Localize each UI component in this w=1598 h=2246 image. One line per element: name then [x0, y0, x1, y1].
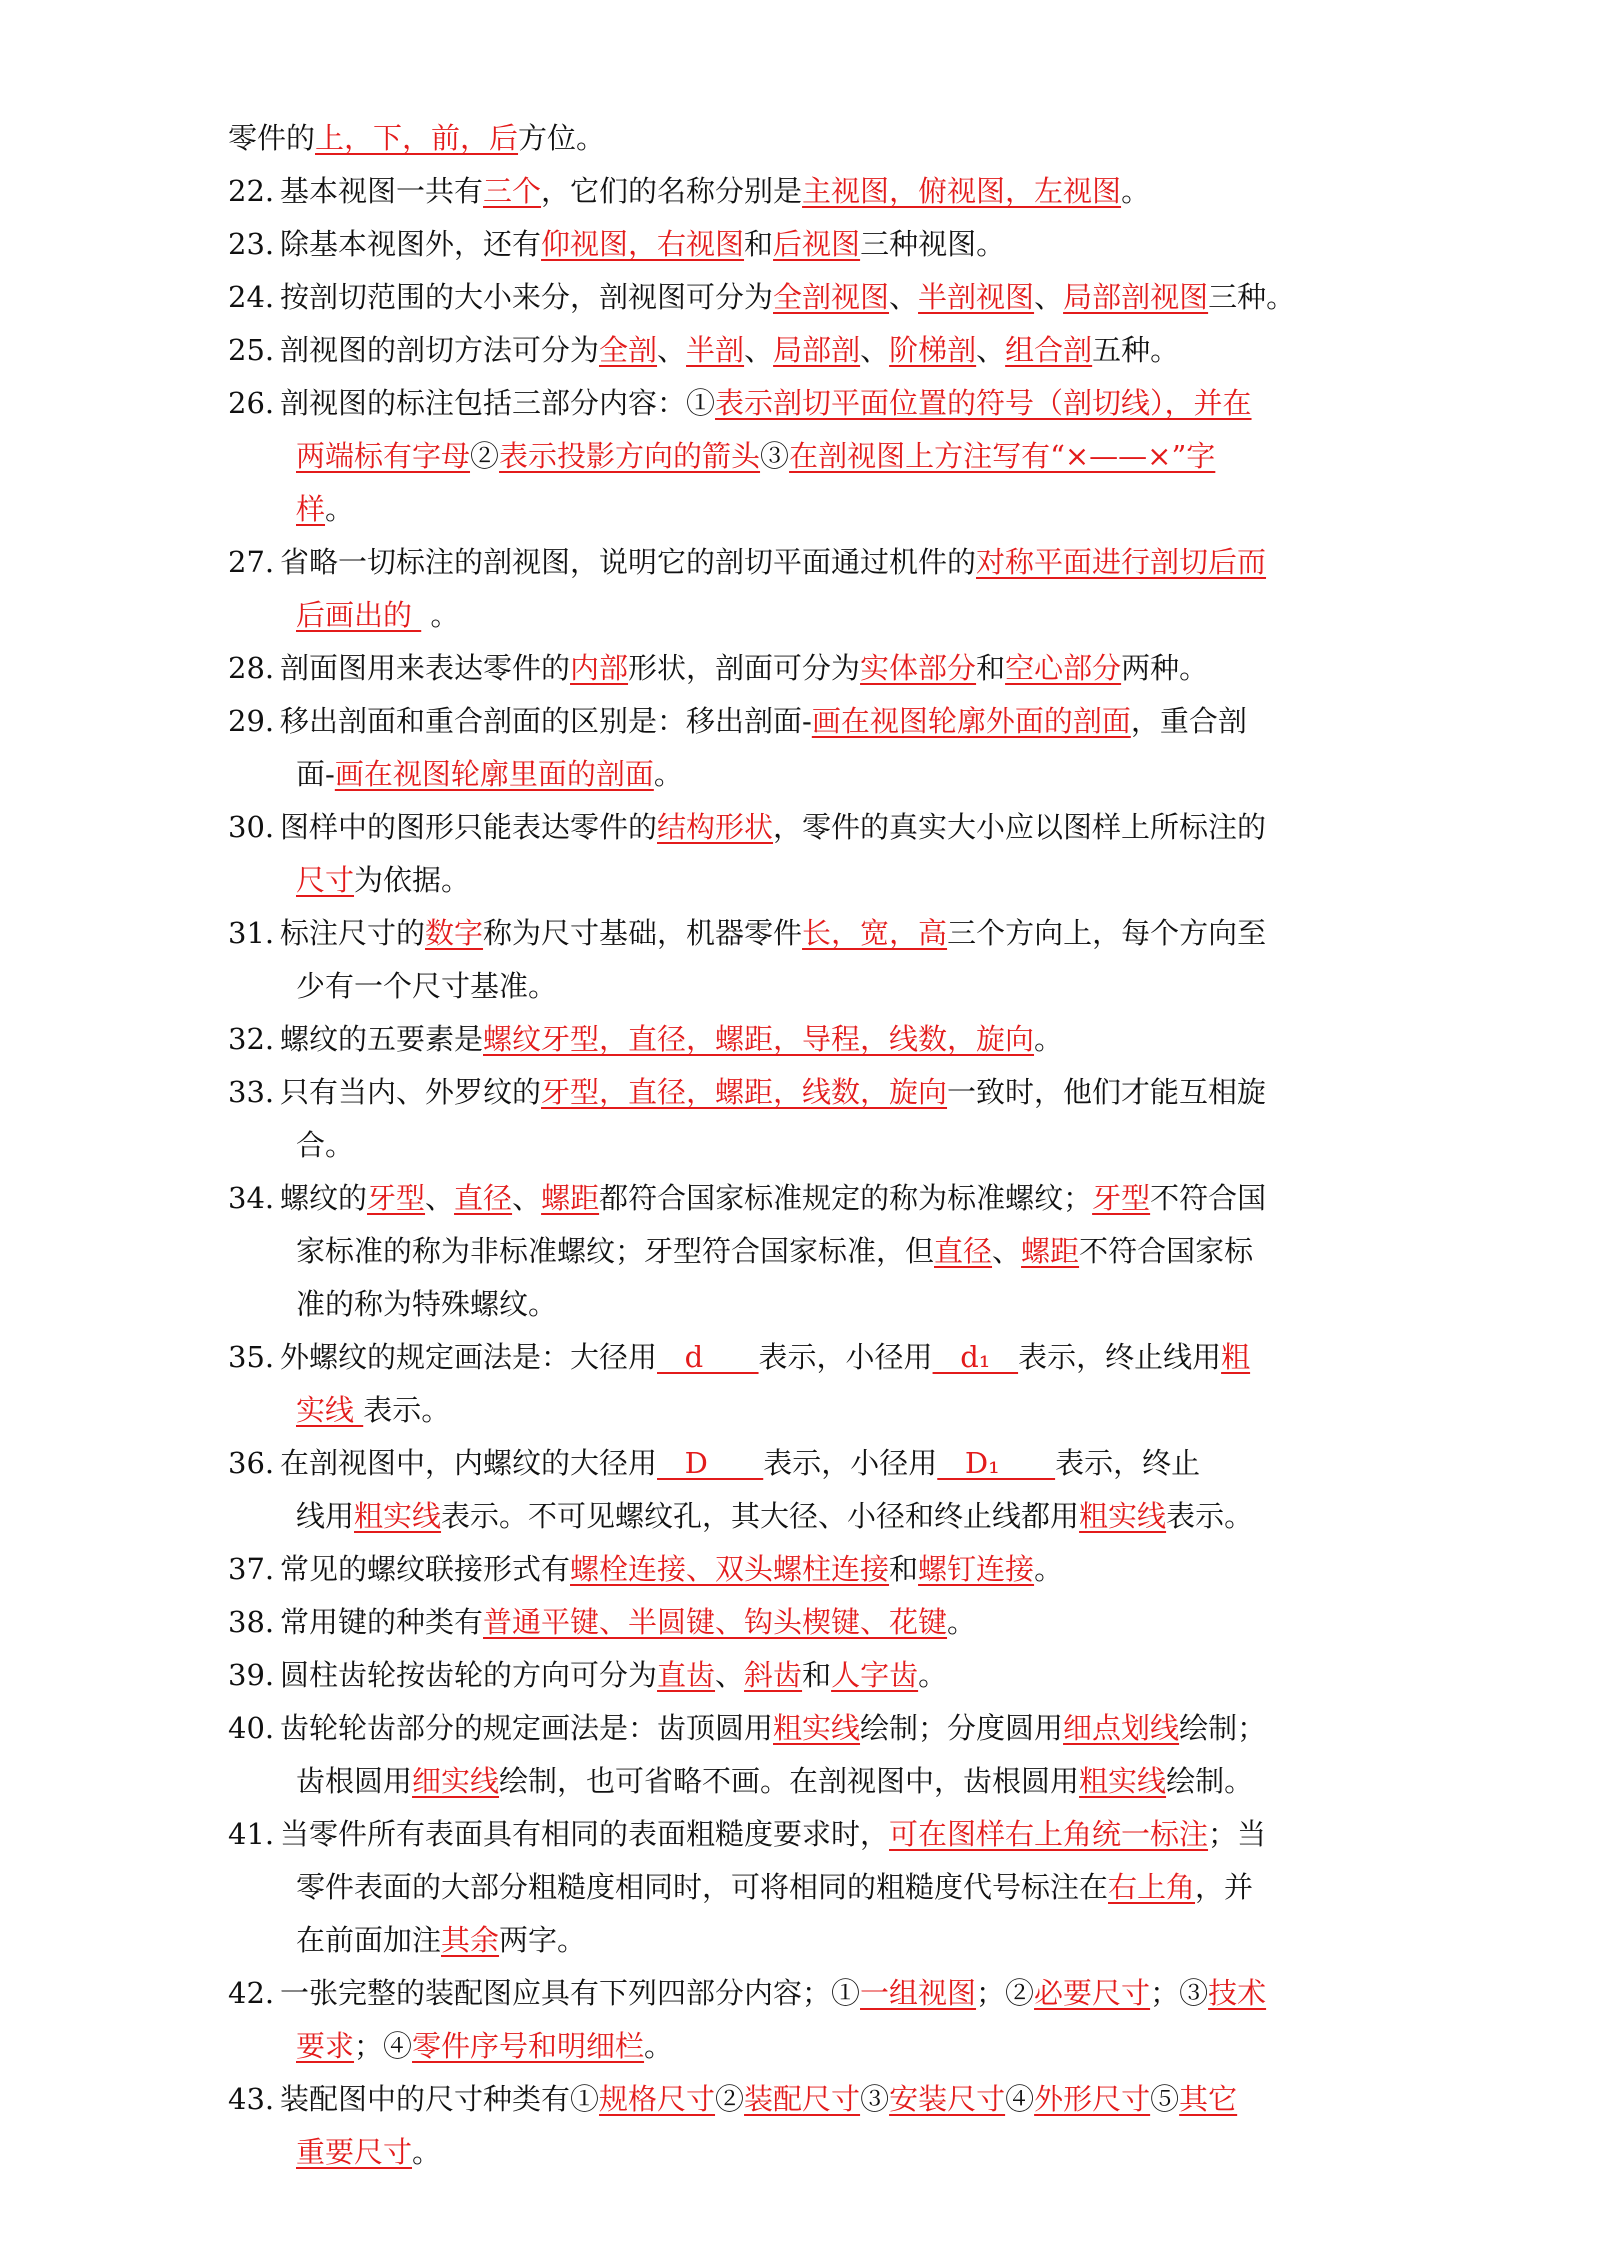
question-text: 装配图中的尺寸种类有①: [280, 2082, 600, 2116]
item-number: 37.: [228, 1552, 275, 1586]
question-text: 绘制，也可省略不画。在剖视图中，齿根圆用: [499, 1764, 1080, 1798]
question-text: 表示。: [1166, 1499, 1254, 1533]
answer-text: 外形尺寸: [1034, 2082, 1151, 2116]
line-text: [280, 1549, 1063, 1589]
answer-text: 两端标有字母: [296, 439, 471, 473]
answer-text: 半剖: [686, 333, 745, 367]
line-text: [296, 595, 459, 635]
answer-text: 牙型: [367, 1181, 426, 1215]
question-text: 螺纹的: [280, 1181, 368, 1215]
question-text: 螺纹的五要素是: [280, 1022, 484, 1056]
item-number: 42.: [228, 1976, 275, 2010]
question-text: ③: [860, 2082, 890, 2116]
item-number: 31.: [228, 916, 275, 950]
item-number: 25.: [228, 333, 275, 367]
question-text: 常用键的种类有: [280, 1605, 484, 1639]
line-text: [280, 277, 1295, 317]
question-text: 三种。: [1208, 280, 1296, 314]
question-text: 。: [918, 1658, 948, 1692]
question-text: 不符合国: [1150, 1181, 1267, 1215]
answer-text: 粗: [1221, 1340, 1251, 1374]
answer-text: 三个: [483, 174, 542, 208]
item-number: 28.: [228, 651, 275, 685]
question-text: 。: [1034, 1022, 1064, 1056]
answer-text: 右上角: [1108, 1870, 1196, 1904]
answer-text: 组合剖: [1005, 333, 1093, 367]
answer-text: 一组视图: [860, 1976, 977, 2010]
item-number: 32.: [228, 1022, 275, 1056]
question-text: 和: [802, 1658, 832, 1692]
answer-text: d₁: [932, 1340, 1019, 1374]
line-text: [296, 860, 470, 900]
question-text: 表示，终止线用: [1018, 1340, 1222, 1374]
question-text: 绘制；: [1179, 1711, 1267, 1745]
answer-text: 画在视图轮廓里面的剖面: [334, 757, 654, 791]
question-text: 表示。不可见螺纹孔，其大径、小径和终止线都用: [441, 1499, 1080, 1533]
answer-text: 尺寸: [296, 863, 355, 897]
line-text: [280, 224, 1005, 264]
line-text: [296, 1761, 1253, 1801]
item-number: 39.: [228, 1658, 275, 1692]
question-text: 省略一切标注的剖视图，说明它的剖切平面通过机件的: [280, 545, 977, 579]
answer-text: 后画出的: [296, 598, 422, 632]
line-text: [296, 1231, 1253, 1271]
question-text: ；④: [354, 2029, 413, 2063]
question-text: 、: [889, 280, 919, 314]
answer-text: 粗实线: [354, 1499, 442, 1533]
answer-text: 斜齿: [744, 1658, 803, 1692]
question-text: ；②: [976, 1976, 1035, 2010]
question-text: 。: [412, 2135, 442, 2169]
answer-text: 技术: [1208, 1976, 1267, 2010]
line-text: [280, 330, 1179, 370]
line-text: [296, 1867, 1253, 1907]
question-text: 在剖视图中，内螺纹的大径用: [280, 1446, 658, 1480]
answer-text: 阶梯剖: [889, 333, 977, 367]
question-text: ⑤: [1150, 2082, 1180, 2116]
line-text: [280, 807, 1266, 847]
question-text: 标注尺寸的: [280, 916, 426, 950]
item-number: 29.: [228, 704, 275, 738]
answer-text: 上，下，前，后: [315, 121, 519, 155]
question-text: 基本视图一共有: [280, 174, 484, 208]
answer-text: 表示剖切平面位置的符号（剖切线），并在: [715, 386, 1252, 420]
line-text: [280, 701, 1247, 741]
question-text: 方位。: [518, 121, 606, 155]
question-text: 面-: [296, 757, 335, 791]
question-text: ②: [470, 439, 500, 473]
line-text: [280, 1973, 1266, 2013]
line-text: [296, 1125, 354, 1165]
question-text: 线用: [296, 1499, 355, 1533]
question-text: 零件表面的大部分粗糙度相同时，可将相同的粗糙度代号标注在: [296, 1870, 1109, 1904]
question-text: 零件的: [228, 121, 316, 155]
answer-text: 人字齿: [831, 1658, 919, 1692]
question-text: 家标准的称为非标准螺纹；牙型符合国家标准，但: [296, 1234, 935, 1268]
answer-text: 其它: [1179, 2082, 1238, 2116]
answer-text: 内部: [570, 651, 629, 685]
question-text: 按剖切范围的大小来分，剖视图可分为: [280, 280, 774, 314]
question-text: 。: [947, 1605, 977, 1639]
line-text: [280, 1814, 1266, 1854]
question-text: 。: [1034, 1552, 1064, 1586]
question-text: 、: [1034, 280, 1064, 314]
question-text: 齿根圆用: [296, 1764, 413, 1798]
item-number: 34.: [228, 1181, 275, 1215]
line-text: [296, 489, 354, 529]
line-text: [296, 966, 557, 1006]
question-text: 不符合国家标: [1079, 1234, 1254, 1268]
question-text: 两字。: [499, 1923, 587, 1957]
line-text: [280, 542, 1266, 582]
question-text: ，重合剖: [1130, 704, 1247, 738]
answer-text: 规格尺寸: [599, 2082, 716, 2116]
line-text: [296, 754, 683, 794]
question-text: 表示。: [363, 1393, 451, 1427]
question-text: 圆柱齿轮按齿轮的方向可分为: [280, 1658, 658, 1692]
question-text: 剖视图的标注包括三部分内容：①: [280, 386, 716, 420]
item-number: 24.: [228, 280, 275, 314]
answer-text: 牙型: [1092, 1181, 1151, 1215]
question-text: 。: [644, 2029, 674, 2063]
answer-text: 粗实线: [1079, 1499, 1167, 1533]
answer-text: 数字: [425, 916, 484, 950]
question-text: 、: [992, 1234, 1022, 1268]
question-text: 合。: [296, 1128, 355, 1162]
answer-text: 直齿: [657, 1658, 716, 1692]
question-text: ④: [1005, 2082, 1035, 2116]
line-text: [228, 118, 605, 158]
question-text: 绘制。: [1166, 1764, 1254, 1798]
line-text: [296, 1496, 1253, 1536]
item-number: 33.: [228, 1075, 275, 1109]
question-text: 外螺纹的规定画法是：大径用: [280, 1340, 658, 1374]
line-text: [280, 1602, 976, 1642]
question-text: 、: [425, 1181, 455, 1215]
line-text: [280, 1178, 1266, 1218]
item-number: 23.: [228, 227, 275, 261]
question-text: 表示，小径用: [763, 1446, 938, 1480]
question-text: ，它们的名称分别是: [541, 174, 803, 208]
answer-text: 粗实线: [1079, 1764, 1167, 1798]
item-number: 30.: [228, 810, 275, 844]
item-number: 26.: [228, 386, 275, 420]
answer-text: 牙型，直径，螺距，线数，旋向: [541, 1075, 948, 1109]
line-text: [280, 171, 1150, 211]
line-text: [280, 1019, 1063, 1059]
line-text: [280, 913, 1266, 953]
question-text: 只有当内、外罗纹的: [280, 1075, 542, 1109]
answer-text: 可在图样右上角统一标注: [889, 1817, 1209, 1851]
answer-text: 实线: [296, 1393, 364, 1427]
question-text: 五种。: [1092, 333, 1180, 367]
item-number: 43.: [228, 2082, 275, 2116]
question-text: 都符合国家标准规定的称为标准螺纹；: [599, 1181, 1093, 1215]
line-text: [296, 1284, 557, 1324]
line-text: [296, 1390, 450, 1430]
question-text: ②: [715, 2082, 745, 2116]
item-number: 22.: [228, 174, 275, 208]
line-text: [280, 383, 1252, 423]
question-text: 剖视图的剖切方法可分为: [280, 333, 600, 367]
question-text: 常见的螺纹联接形式有: [280, 1552, 571, 1586]
answer-text: 细点划线: [1063, 1711, 1180, 1745]
question-text: ，零件的真实大小应以图样上所标注的: [773, 810, 1267, 844]
question-text: 表示，终止: [1055, 1446, 1201, 1480]
question-text: 、: [657, 333, 687, 367]
question-text: 少有一个尺寸基准。: [296, 969, 558, 1003]
line-text: [280, 1708, 1266, 1748]
line-text: [280, 1655, 947, 1695]
question-text: 。: [421, 598, 460, 632]
question-text: 当零件所有表面具有相同的表面粗糙度要求时，: [280, 1817, 890, 1851]
question-text: 、: [976, 333, 1006, 367]
answer-text: 结构形状: [657, 810, 774, 844]
answer-text: 必要尺寸: [1034, 1976, 1151, 2010]
item-number: 35.: [228, 1340, 275, 1374]
question-text: 三种视图。: [860, 227, 1006, 261]
question-text: 为依据。: [354, 863, 471, 897]
question-text: 三个方向上，每个方向至: [947, 916, 1267, 950]
line-text: [280, 1443, 1200, 1483]
answer-text: 安装尺寸: [889, 2082, 1006, 2116]
question-text: 和: [976, 651, 1006, 685]
question-text: 、: [860, 333, 890, 367]
question-text: 两种。: [1121, 651, 1209, 685]
question-text: 图样中的图形只能表达零件的: [280, 810, 658, 844]
question-text: ；③: [1150, 1976, 1209, 2010]
question-text: 、: [744, 333, 774, 367]
question-text: 除基本视图外，还有: [280, 227, 542, 261]
line-text: [296, 1920, 586, 1960]
answer-text: 装配尺寸: [744, 2082, 861, 2116]
answer-text: 画在视图轮廓外面的剖面: [811, 704, 1131, 738]
question-text: 和: [744, 227, 774, 261]
question-text: 。: [653, 757, 683, 791]
answer-text: 全剖视图: [773, 280, 890, 314]
question-text: 移出剖面和重合剖面的区别是：移出剖面-: [280, 704, 812, 738]
question-text: 绘制；分度圆用: [860, 1711, 1064, 1745]
line-text: [280, 2079, 1237, 2119]
answer-text: 其余: [441, 1923, 500, 1957]
line-text: [280, 1337, 1250, 1377]
answer-text: 在剖视图上方注写有“×——×”字: [789, 439, 1216, 473]
question-text: 在前面加注: [296, 1923, 442, 1957]
question-text: 。: [1121, 174, 1151, 208]
question-text: ，并: [1195, 1870, 1254, 1904]
answer-text: 直径: [934, 1234, 993, 1268]
answer-text: 样: [296, 492, 326, 526]
answer-text: 螺栓连接、双头螺柱连接: [570, 1552, 890, 1586]
item-number: 36.: [228, 1446, 275, 1480]
answer-text: 长，宽，高: [802, 916, 948, 950]
answer-text: 螺钉连接: [918, 1552, 1035, 1586]
answer-text: 后视图: [773, 227, 861, 261]
question-text: 一致时，他们才能互相旋: [947, 1075, 1267, 1109]
question-text: 、: [715, 1658, 745, 1692]
answer-text: 主视图，俯视图，左视图: [802, 174, 1122, 208]
question-text: ；当: [1208, 1817, 1267, 1851]
answer-text: 零件序号和明细栏: [412, 2029, 645, 2063]
answer-text: 表示投影方向的箭头: [499, 439, 761, 473]
question-text: 表示，小径用: [758, 1340, 933, 1374]
line-text: [296, 2026, 673, 2066]
answer-text: 要求: [296, 2029, 355, 2063]
answer-text: D₁: [937, 1446, 1056, 1480]
answer-text: 细实线: [412, 1764, 500, 1798]
answer-text: 空心部分: [1005, 651, 1122, 685]
line-text: [280, 648, 1208, 688]
question-text: 、: [512, 1181, 542, 1215]
question-text: 准的称为特殊螺纹。: [296, 1287, 558, 1321]
answer-text: 螺距: [541, 1181, 600, 1215]
answer-text: 局部剖: [773, 333, 861, 367]
answer-text: 普通平键、半圆键、钩头楔键、花键: [483, 1605, 948, 1639]
answer-text: 半剖视图: [918, 280, 1035, 314]
answer-text: 粗实线: [773, 1711, 861, 1745]
question-text: 。: [325, 492, 355, 526]
question-text: 一张完整的装配图应具有下列四部分内容；①: [280, 1976, 861, 2010]
item-number: 27.: [228, 545, 275, 579]
answer-text: 局部剖视图: [1063, 280, 1209, 314]
answer-text: 直径: [454, 1181, 513, 1215]
line-text: [296, 436, 1215, 476]
item-number: 41.: [228, 1817, 275, 1851]
question-text: ③: [760, 439, 790, 473]
question-text: 和: [889, 1552, 919, 1586]
question-text: 齿轮轮齿部分的规定画法是：齿顶圆用: [280, 1711, 774, 1745]
answer-text: 全剖: [599, 333, 658, 367]
answer-text: d: [657, 1340, 759, 1374]
question-text: 形状，剖面可分为: [628, 651, 861, 685]
question-text: 剖面图用来表达零件的: [280, 651, 571, 685]
answer-text: 螺距: [1021, 1234, 1080, 1268]
item-number: 40.: [228, 1711, 275, 1745]
answer-text: D: [657, 1446, 764, 1480]
question-text: 称为尺寸基础，机器零件: [483, 916, 803, 950]
line-text: [280, 1072, 1266, 1112]
answer-text: 对称平面进行剖切后而: [976, 545, 1267, 579]
line-text: [296, 2132, 441, 2172]
item-number: 38.: [228, 1605, 275, 1639]
answer-text: 实体部分: [860, 651, 977, 685]
answer-text: 螺纹牙型，直径，螺距，导程，线数，旋向: [483, 1022, 1035, 1056]
answer-text: 仰视图，右视图: [541, 227, 745, 261]
answer-text: 重要尺寸: [296, 2135, 413, 2169]
